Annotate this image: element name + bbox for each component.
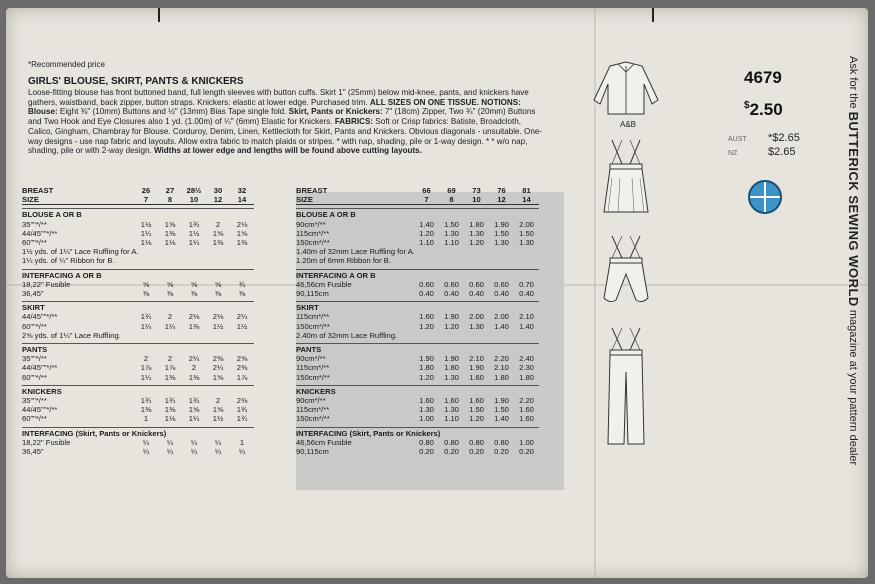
cell-value: 73: [472, 186, 481, 195]
cell-value: ¼: [166, 447, 174, 457]
cell-value: 1.40: [494, 321, 509, 331]
cell-value: 1.80: [469, 219, 484, 229]
cell-value: 1.30: [444, 405, 459, 415]
cell-value: 0.80: [494, 437, 509, 447]
cell-value: 7: [143, 195, 149, 205]
cell-value: 2.20: [519, 396, 534, 406]
cell-value: 1.80: [494, 372, 509, 382]
cell-value: 1.20: [419, 321, 434, 331]
table-row: [22, 354, 254, 363]
fold-mark: [158, 8, 160, 22]
cell-value: 1.90: [469, 363, 484, 373]
cell-value: ¼: [190, 447, 198, 457]
section-title: INTERFACING A OR B: [296, 269, 539, 280]
cell-value: 1½: [188, 228, 200, 238]
cell-value: 1.90: [494, 396, 509, 406]
cell-value: 1¼: [164, 321, 176, 331]
cell-value: ¼: [142, 437, 150, 447]
magazine-ad-vertical: [846, 56, 861, 465]
cell-value: 1.60: [444, 396, 459, 406]
cell-value: 1.50: [494, 228, 509, 238]
row-label: BREAST: [22, 186, 54, 195]
row-label: 18,22" Fusible: [22, 437, 71, 447]
cell-value: 1½: [236, 321, 248, 331]
cell-value: 2.00: [494, 312, 509, 322]
table-row: [296, 396, 539, 405]
cell-value: ¼: [214, 437, 222, 447]
table-row: [296, 280, 539, 289]
cell-value: 7: [424, 195, 429, 205]
cell-value: 69: [447, 186, 456, 195]
cell-value: 1½: [140, 219, 152, 229]
cell-value: 1.10: [444, 414, 459, 424]
section-title: SKIRT: [296, 301, 539, 312]
cell-value: 1¼: [140, 228, 152, 238]
cell-value: 0.20: [469, 447, 484, 457]
row-label: 44/45""*/**: [22, 228, 58, 238]
cell-value: 32: [237, 186, 247, 195]
cell-value: 0.40: [469, 289, 484, 299]
cell-value: 1.80: [419, 363, 434, 373]
cell-value: 1.20: [419, 228, 434, 238]
cell-value: 1.50: [469, 405, 484, 415]
row-label: 150cm*/**: [296, 372, 330, 382]
cell-value: 1.20: [419, 372, 434, 382]
cell-value: 1.40: [519, 321, 534, 331]
row-label: BREAST: [296, 186, 328, 195]
row-label: 18,22" Fusible: [22, 279, 71, 289]
description-segment: FABRICS:: [334, 117, 374, 127]
row-label: SIZE: [296, 195, 313, 205]
table-row: [296, 354, 539, 363]
cell-value: 2¼: [212, 363, 224, 373]
cell-value: 1.60: [519, 405, 534, 415]
cell-value: 0.60: [494, 279, 509, 289]
row-label: 90,115cm: [296, 447, 329, 457]
cell-value: 2.20: [494, 354, 509, 364]
table-row: [296, 220, 539, 229]
cell-value: 0.20: [444, 447, 459, 457]
cell-value: 76: [497, 186, 506, 195]
table-row: [296, 289, 539, 298]
row-label: 36,45": [22, 289, 44, 299]
section-title: INTERFACING (Skirt, Pants or Knickers): [22, 427, 254, 438]
cell-value: ⅝: [190, 279, 198, 289]
table-row: [22, 238, 254, 247]
ad-text: magazine at your pattern dealer: [847, 306, 859, 466]
price-nz: [728, 146, 796, 158]
cell-value: 1⅛: [140, 238, 152, 248]
section-title: BLOUSE A OR B: [22, 208, 254, 219]
cell-value: 1.50: [494, 405, 509, 415]
cell-value: 1.10: [444, 238, 459, 248]
cell-value: 0.40: [444, 289, 459, 299]
cell-value: 1½: [212, 321, 224, 331]
section-note: 2.40m of 32mm Lace Ruffling.: [296, 330, 398, 340]
description-segment: Skirt, Pants or Knickers:: [288, 107, 383, 117]
row-label: 46,56cm Fusible: [296, 437, 352, 447]
description-segment: NOTIONS: Blouse:: [28, 97, 521, 117]
cell-value: 1⅝: [212, 372, 224, 382]
price-aust: [728, 132, 800, 144]
cell-value: 2: [167, 312, 173, 322]
cell-value: 1.40: [494, 414, 509, 424]
row-label: 44/45""*/**: [22, 405, 58, 415]
table-row: [296, 447, 539, 456]
cell-value: 1⅜: [236, 238, 248, 248]
cell-value: 14: [237, 195, 247, 205]
pattern-description: [28, 88, 548, 156]
cell-value: 0.40: [494, 289, 509, 299]
row-label: 60""*/**: [22, 321, 47, 331]
price-label: NZ: [728, 150, 738, 157]
row-label: 115cm*/**: [296, 405, 330, 415]
cell-value: 2: [167, 354, 173, 364]
cell-value: 1¾: [140, 396, 152, 406]
cell-value: 1.20: [469, 238, 484, 248]
row-label: 90cm*/**: [296, 396, 326, 406]
row-label: 115cm*/**: [296, 363, 330, 373]
cell-value: 10: [189, 195, 199, 205]
cell-value: 1⅜: [212, 238, 224, 248]
cell-value: 1¾: [236, 405, 248, 415]
row-label: 115cm*/**: [296, 312, 330, 322]
cell-value: 8: [167, 195, 173, 205]
row-label: 90cm*/**: [296, 219, 326, 229]
cell-value: 10: [472, 195, 481, 205]
cell-value: 1.50: [444, 219, 459, 229]
metric-yardage-table: [296, 186, 539, 456]
imperial-yardage-table: [22, 186, 254, 456]
cell-value: 1.60: [419, 312, 434, 322]
row-label: 60""*/**: [22, 238, 47, 248]
cell-value: 28½: [186, 186, 202, 195]
cell-value: 0.80: [444, 437, 459, 447]
section-title: INTERFACING (Skirt, Pants or Knickers): [296, 427, 539, 438]
cell-value: 1½: [212, 414, 224, 424]
cell-value: 1⅝: [188, 405, 200, 415]
table-row: [22, 396, 254, 405]
cell-value: 0.80: [419, 437, 434, 447]
cell-value: ¼: [190, 437, 198, 447]
cell-value: 1.00: [519, 437, 534, 447]
cell-value: ⅜: [190, 289, 198, 299]
table-row: [22, 414, 254, 423]
cell-value: 1⅝: [236, 228, 248, 238]
cell-value: 2: [143, 354, 149, 364]
row-label: 60""*/**: [22, 372, 47, 382]
table-row: [22, 289, 254, 298]
section-note: 1½ yds. of 1¼" Lace Ruffling for A.: [22, 247, 139, 257]
row-label: SIZE: [22, 195, 39, 205]
cell-value: 0.80: [469, 437, 484, 447]
table-row: [296, 322, 539, 331]
cell-value: 12: [497, 195, 506, 205]
section-title: SKIRT: [22, 301, 254, 312]
cell-value: 66: [422, 186, 431, 195]
cell-value: 1¾: [164, 396, 176, 406]
row-label: 35""*/**: [22, 396, 47, 406]
pattern-title: GIRLS' BLOUSE, SKIRT, PANTS & KNICKERS: [28, 76, 244, 87]
cell-value: 26: [141, 186, 151, 195]
table-row: [22, 405, 254, 414]
cell-value: 30: [213, 186, 223, 195]
size-row: [296, 195, 539, 205]
cell-value: 1¼: [188, 238, 200, 248]
row-label: 60""*/**: [22, 414, 47, 424]
cell-value: 1.30: [444, 372, 459, 382]
cell-value: 1: [143, 414, 149, 424]
cell-value: 1.60: [419, 396, 434, 406]
cell-value: 2.00: [519, 219, 534, 229]
cell-value: 1.90: [419, 354, 434, 364]
cell-value: 0.70: [519, 279, 534, 289]
cell-value: ¼: [214, 447, 222, 457]
butterick-logo-icon: [748, 180, 782, 214]
row-label: 150cm*/**: [296, 414, 330, 424]
cell-value: 1¾: [140, 312, 152, 322]
cell-value: 2¼: [236, 312, 248, 322]
cell-value: ¼: [142, 447, 150, 457]
cell-value: 27: [165, 186, 175, 195]
size-row: [22, 195, 254, 205]
cell-value: 2⅜: [236, 363, 248, 373]
price-label: AUST: [728, 136, 747, 143]
section-title: KNICKERS: [296, 385, 539, 396]
row-label: 44/45""*/**: [22, 363, 58, 373]
cell-value: 2: [215, 219, 221, 229]
section-note: 1.20m of 6mm Ribbon for B.: [296, 256, 391, 266]
cell-value: ⅝: [142, 279, 150, 289]
section-title: INTERFACING A OR B: [22, 269, 254, 280]
pattern-envelope-back: [6, 8, 868, 578]
cell-value: 1¼: [140, 321, 152, 331]
cell-value: 1.60: [469, 396, 484, 406]
row-label: 150cm*/**: [296, 238, 330, 248]
price-value: 2.50: [749, 100, 783, 119]
cell-value: 2¼: [188, 354, 200, 364]
breast-row: [22, 186, 254, 195]
cell-value: 1.30: [469, 321, 484, 331]
table-row: [296, 373, 539, 382]
cell-value: 1⅞: [236, 372, 248, 382]
cell-value: 1.00: [419, 414, 434, 424]
cell-value: 0.20: [519, 447, 534, 457]
cell-value: 1.90: [444, 312, 459, 322]
table-row: [22, 447, 254, 456]
cell-value: 1¾: [188, 396, 200, 406]
cell-value: 81: [522, 186, 531, 195]
cell-value: 2.10: [469, 354, 484, 364]
row-label: 35""*/**: [22, 354, 47, 364]
blouse-sketch: [586, 60, 666, 118]
cell-value: 1.90: [444, 354, 459, 364]
cell-value: ⅝: [166, 279, 174, 289]
table-row: [296, 363, 539, 372]
cell-value: 0.40: [519, 289, 534, 299]
cell-value: 1⅞: [140, 363, 152, 373]
cell-value: 1.80: [519, 372, 534, 382]
price: [744, 100, 783, 120]
cell-value: 2⅛: [188, 312, 200, 322]
table-row: [296, 312, 539, 321]
pants-sketch: [598, 326, 654, 452]
cell-value: 1⅜: [164, 372, 176, 382]
cell-value: 1⅞: [164, 363, 176, 373]
table-row: [22, 280, 254, 289]
row-label: 35""*/**: [22, 219, 47, 229]
skirt-sketch: [598, 138, 654, 218]
cell-value: 1¼: [188, 414, 200, 424]
cell-value: 12: [213, 195, 223, 205]
cell-value: 2.10: [519, 312, 534, 322]
table-row: [22, 220, 254, 229]
cell-value: 2⅛: [236, 219, 248, 229]
recommended-price-note: *Recommended price: [28, 60, 105, 69]
price-amount: $2.65: [768, 146, 796, 158]
cell-value: 1.10: [419, 238, 434, 248]
cell-value: 1: [239, 437, 245, 447]
cell-value: 1.90: [494, 219, 509, 229]
cell-value: 1⅜: [188, 372, 200, 382]
cell-value: 2⅝: [236, 354, 248, 364]
price-amount: *$2.65: [768, 132, 800, 144]
table-row: [22, 438, 254, 447]
cell-value: 1¾: [188, 219, 200, 229]
cell-value: 0.60: [419, 279, 434, 289]
sketch-label: A&B: [620, 120, 637, 129]
cell-value: 1⅝: [212, 228, 224, 238]
table-row: [296, 229, 539, 238]
cell-value: 2⅜: [236, 396, 248, 406]
cell-value: 1.40: [419, 219, 434, 229]
table-row: [296, 405, 539, 414]
cell-value: 1⅛: [164, 414, 176, 424]
cell-value: 1.30: [519, 238, 534, 248]
cell-value: ⅝: [214, 279, 222, 289]
table-row: [22, 363, 254, 372]
knickers-sketch: [598, 234, 654, 314]
cell-value: 1.80: [444, 363, 459, 373]
table-row: [296, 414, 539, 423]
table-row: [296, 438, 539, 447]
cell-value: 1.20: [469, 414, 484, 424]
cell-value: 0.60: [444, 279, 459, 289]
description-segment: Widths at lower edge and lengths will be found above cutting layouts.: [153, 146, 422, 156]
cell-value: 1⅝: [212, 405, 224, 415]
section-title: BLOUSE A OR B: [296, 208, 539, 219]
table-row: [22, 322, 254, 331]
section-note: 1¼ yds. of ¼" Ribbon for B.: [22, 256, 115, 266]
breast-row: [296, 186, 539, 195]
cell-value: 1⅛: [164, 238, 176, 248]
section-title: KNICKERS: [22, 385, 254, 396]
cell-value: 8: [449, 195, 454, 205]
cell-value: 1.50: [519, 228, 534, 238]
table-row: [22, 312, 254, 321]
cell-value: ⅜: [214, 289, 222, 299]
row-label: 115cm*/**: [296, 228, 330, 238]
cell-value: 1⅜: [164, 228, 176, 238]
cell-value: 1.20: [444, 321, 459, 331]
cell-value: ⅜: [238, 289, 246, 299]
section-title: PANTS: [22, 343, 254, 354]
description-segment: Eight ⅜" (10mm) Buttons and ½" (13mm) Bias Tape single fold.: [57, 107, 289, 117]
description-segment: 7" (18cm) Zipper, Two ¾" (20mm) Buttons and Two Hook and Eye Closures also 1 yd. (1.00m) of ¼" (6mm) Elastic for Knickers.: [28, 107, 536, 127]
cell-value: 1⅜: [140, 405, 152, 415]
cell-value: 2.30: [519, 363, 534, 373]
section-note: 1.40m of 32mm Lace Ruffling for A.: [296, 247, 415, 257]
cell-value: 1.30: [444, 228, 459, 238]
cell-value: 1⅝: [164, 219, 176, 229]
cell-value: 2: [191, 363, 197, 373]
cell-value: ⅜: [142, 289, 150, 299]
cell-value: ⅜: [166, 289, 174, 299]
description-segment: Loose-fitting blouse has front buttoned band, full length sleeves with button cuffs. Skirt 1" (25mm) below mid-knee, pants, and knickers have gathers, waistband, back zipper, button straps. Knickers: elastic at lower edge. Purchased trim.: [28, 88, 529, 107]
cell-value: 0.60: [469, 279, 484, 289]
cell-value: 1⅜: [188, 321, 200, 331]
cell-value: 2.40: [519, 354, 534, 364]
cell-value: 1.60: [519, 414, 534, 424]
cell-value: ¼: [238, 447, 246, 457]
row-label: 36,45": [22, 447, 44, 457]
pattern-number: 4679: [744, 68, 782, 87]
cell-value: 2: [215, 396, 221, 406]
cell-value: 1¾: [236, 414, 248, 424]
cell-value: 1.30: [469, 228, 484, 238]
row-label: 90cm*/**: [296, 354, 326, 364]
ad-brand: BUTTERICK SEWING WORLD: [846, 111, 861, 307]
currency-symbol: $: [744, 100, 750, 111]
cell-value: 2⅜: [212, 354, 224, 364]
cell-value: 1.60: [469, 372, 484, 382]
cell-value: ¼: [166, 437, 174, 447]
description-segment: ALL SIZES ON ONE TISSUE.: [369, 97, 480, 107]
table-row: [22, 229, 254, 238]
row-label: 90,115cm: [296, 289, 329, 299]
table-row: [296, 238, 539, 247]
section-note: 2⅝ yds. of 1¼" Lace Ruffling.: [22, 330, 121, 340]
section-title: PANTS: [296, 343, 539, 354]
cell-value: 2.10: [494, 363, 509, 373]
row-label: 46,56cm Fusible: [296, 279, 352, 289]
cell-value: 0.40: [419, 289, 434, 299]
cell-value: 14: [522, 195, 531, 205]
row-label: 150cm*/**: [296, 321, 330, 331]
row-label: 44/45""*/**: [22, 312, 58, 322]
cell-value: 1¼: [140, 372, 152, 382]
description-segment: Soft or Crisp fabrics: Batiste, Broadcloth, Calico, Gingham, Chambray for Blouse. Corduroy, Denim, Linen, Kettlecloth for Skirt, Pants and Knickers. Obvious diagonals - unsuitable. One-way designs - use nap fabric and layouts. Allow extra fabric to match plaids or stripes. * with nap, shading, pile or 1-way design. * * w/o nap, shading, pile or with 2-way design.: [28, 117, 543, 156]
cell-value: ¾: [238, 279, 246, 289]
fold-mark: [652, 8, 654, 22]
ad-text: Ask for the: [847, 56, 859, 112]
cell-value: 0.20: [419, 447, 434, 457]
table-row: [22, 373, 254, 382]
cell-value: 1.30: [494, 238, 509, 248]
cell-value: 2.00: [469, 312, 484, 322]
cell-value: 2⅛: [212, 312, 224, 322]
cell-value: 0.20: [494, 447, 509, 457]
cell-value: 1.30: [419, 405, 434, 415]
cell-value: 1⅜: [164, 405, 176, 415]
